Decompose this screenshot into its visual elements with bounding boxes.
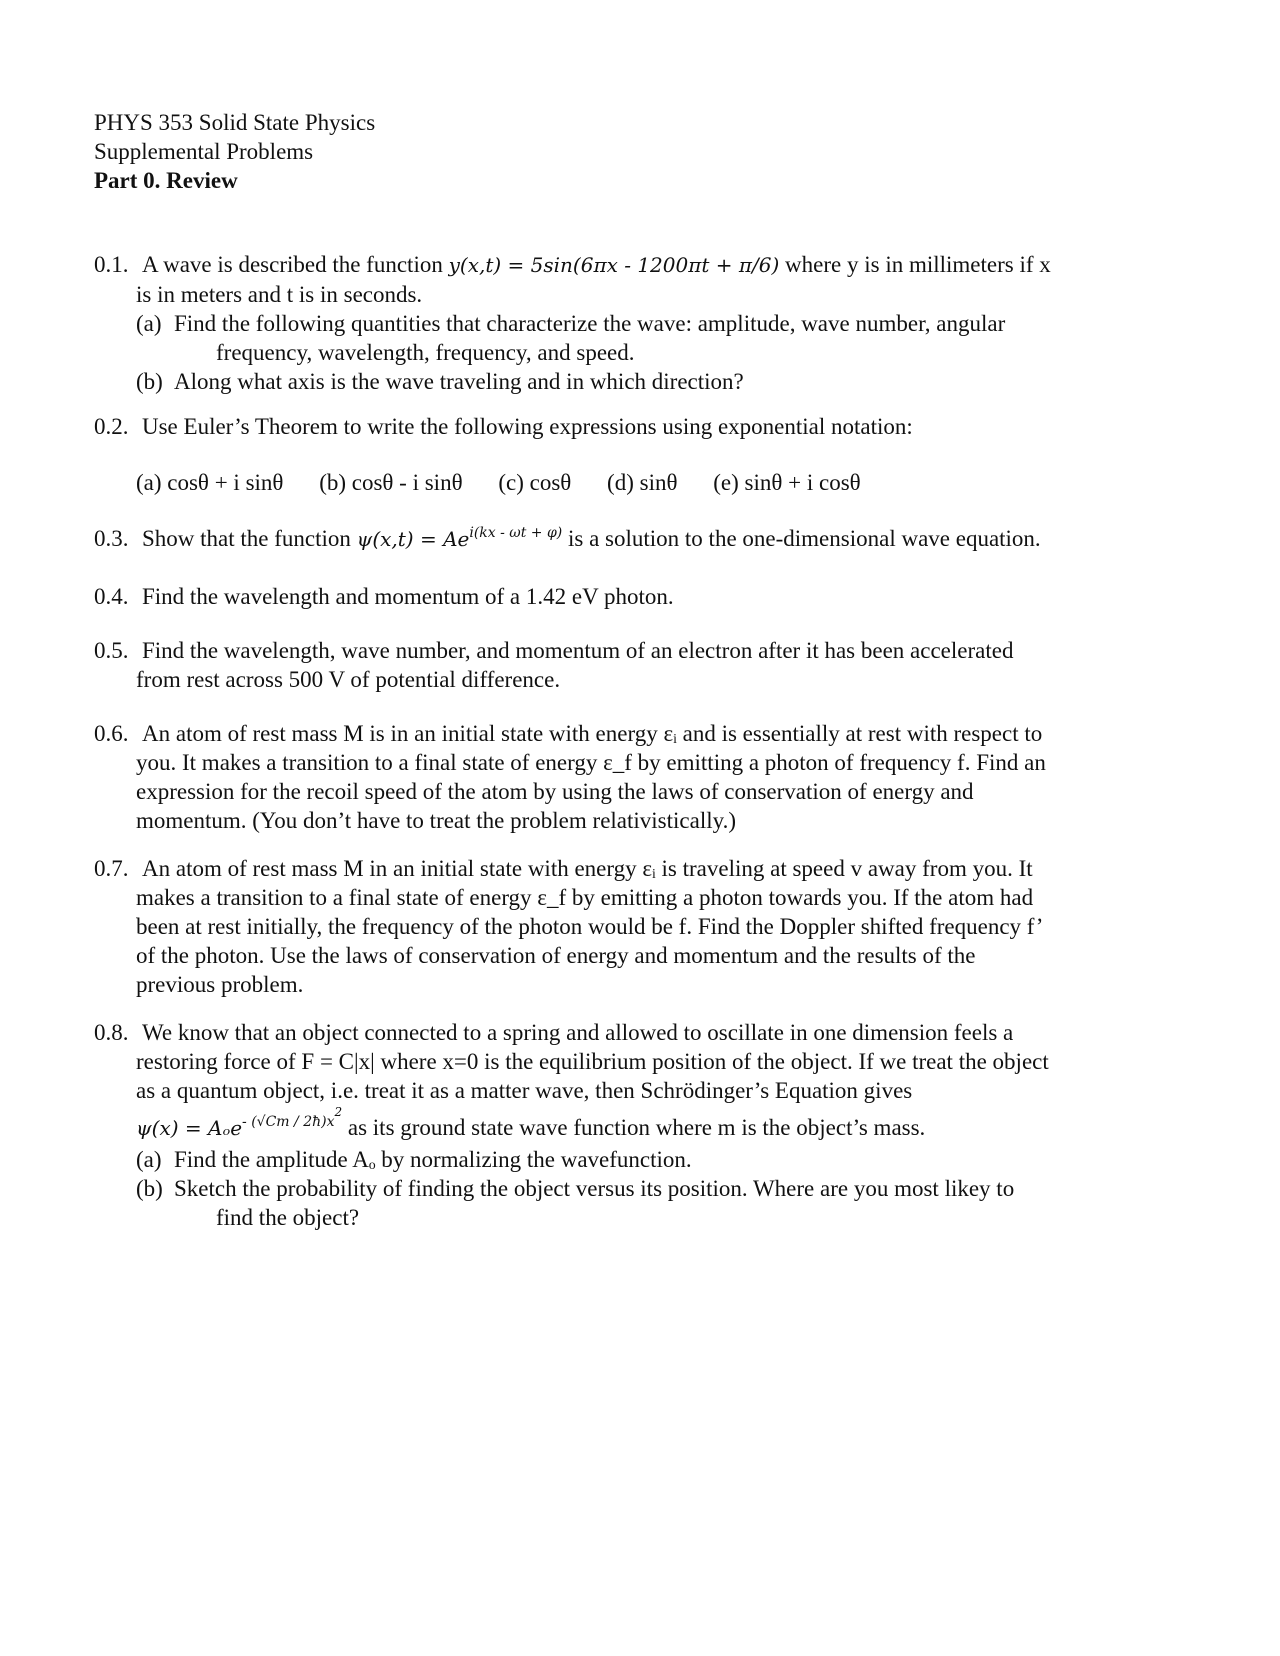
subpart-b [94,367,1154,396]
subpart-b [94,1174,1154,1232]
problem-text: from rest across 500 V of potential difference. [136,667,561,692]
problem-text: An atom of rest mass M is in an initial state with energy εᵢ and is essentially at rest with respect to [142,721,1043,746]
subpart-text: find the object? [216,1205,360,1230]
problem-number: 0.7. [94,856,129,881]
problem-text: is a solution to the one-dimensional wave equation. [568,526,1041,551]
problem-text: is in meters and t is in seconds. [136,282,423,307]
problem-text: previous problem. [136,972,304,997]
subpart-label: (b) [136,369,163,394]
equation-exponent [242,1105,343,1130]
problem-text: Show that the function [142,526,351,551]
subpart-text: Find the amplitude Aₒ by normalizing the wavefunction. [174,1147,692,1172]
problem-text: been at rest initially, the frequency of the photon would be f. Find the Doppler shifted frequency f’ [136,914,1044,939]
wavefunction-equation [136,1105,343,1140]
subpart-label: (b) [136,1176,163,1201]
problem-number: 0.3. [94,526,129,551]
problem-number: 0.4. [94,584,129,609]
problem-0-7 [94,854,1154,999]
subpart-a [94,309,1154,367]
option-b: (b) cosθ - i sinθ [319,470,463,495]
problem-number: 0.2. [94,414,129,439]
problem-text: of the photon. Use the laws of conservation of energy and momentum and the results of the [136,943,976,968]
course-title: PHYS 353 Solid State Physics [94,110,376,135]
equation-base: ψ(x,t) = Ae [356,527,470,551]
problem-0-1-line1 [94,250,1154,280]
problem-text: We know that an object connected to a spring and allowed to oscillate in one dimension feels a [142,1020,1014,1045]
exponent-power: 2 [334,1105,343,1119]
section-title: Part 0. Review [94,168,238,193]
problem-text: makes a transition to a final state of energy ε_f by emitting a photon towards you. If the atom had [136,885,1034,910]
problem-text: as a quantum object, i.e. treat it as a matter wave, then Schrödinger’s Equation gives [136,1078,913,1103]
equation-base: ψ(x) = Aₒe [136,1116,243,1140]
euler-options [136,468,891,497]
option-d: (d) sinθ [607,470,678,495]
exponent-body: - (√Cm / 2ħ)x [242,1114,335,1130]
problem-text: where y is in millimeters if x [785,252,1051,277]
wavefunction-line [136,1105,926,1143]
problem-text: A wave is described the function [142,252,443,277]
problem-0-5 [94,636,1154,694]
problem-number: 0.5. [94,638,129,663]
problem-0-6 [94,719,1154,835]
problem-text: Find the wavelength and momentum of a 1.42 eV photon. [142,584,674,609]
subpart-label: (a) [136,1147,162,1172]
wave-equation: y(x,t) = 5sin(6πx - 1200πt + π/6) [448,253,780,277]
option-e: (e) sinθ + i cosθ [713,470,861,495]
problem-0-4 [94,582,1154,611]
problem-0-1 [94,250,1154,396]
problem-number: 0.6. [94,721,129,746]
problem-0-2 [94,412,1154,441]
document-subtitle: Supplemental Problems [94,139,314,164]
problem-text: Use Euler’s Theorem to write the following expressions using exponential notation: [142,414,913,439]
subpart-a [94,1145,1154,1174]
problem-text: restoring force of F = C|x| where x=0 is the equilibrium position of the object. If we treat the object [136,1049,1049,1074]
problem-text: as its ground state wave function where m is the object’s mass. [347,1115,926,1140]
problem-text: momentum. (You don’t have to treat the problem relativistically.) [136,808,737,833]
problem-text: expression for the recoil speed of the atom by using the laws of conservation of energy and [136,779,974,804]
psi-equation [357,527,563,551]
option-a: (a) cosθ + i sinθ [136,470,284,495]
subpart-text: Sketch the probability of finding the object versus its position. Where are you most likey to [174,1176,1015,1201]
problem-number: 0.1. [94,252,129,277]
equation-exponent: i(kx - ωt + φ) [469,525,563,541]
problem-0-8 [94,1018,1154,1105]
option-c: (c) cosθ [498,470,572,495]
subpart-text: Find the following quantities that characterize the wave: amplitude, wave number, angular [174,311,1006,336]
problem-number: 0.8. [94,1020,129,1045]
problem-0-3 [94,524,1154,554]
problem-text: Find the wavelength, wave number, and momentum of an electron after it has been accelerated [142,638,1014,663]
problem-0-8-subparts [94,1145,1154,1232]
subpart-text: frequency, wavelength, frequency, and speed. [216,340,635,365]
subpart-label: (a) [136,311,162,336]
problem-text: you. It makes a transition to a final state of energy ε_f by emitting a photon of frequency f. Find an [136,750,1046,775]
subpart-text: Along what axis is the wave traveling and in which direction? [174,369,744,394]
problem-text: An atom of rest mass M in an initial state with energy εᵢ is traveling at speed v away from you. It [142,856,1033,881]
